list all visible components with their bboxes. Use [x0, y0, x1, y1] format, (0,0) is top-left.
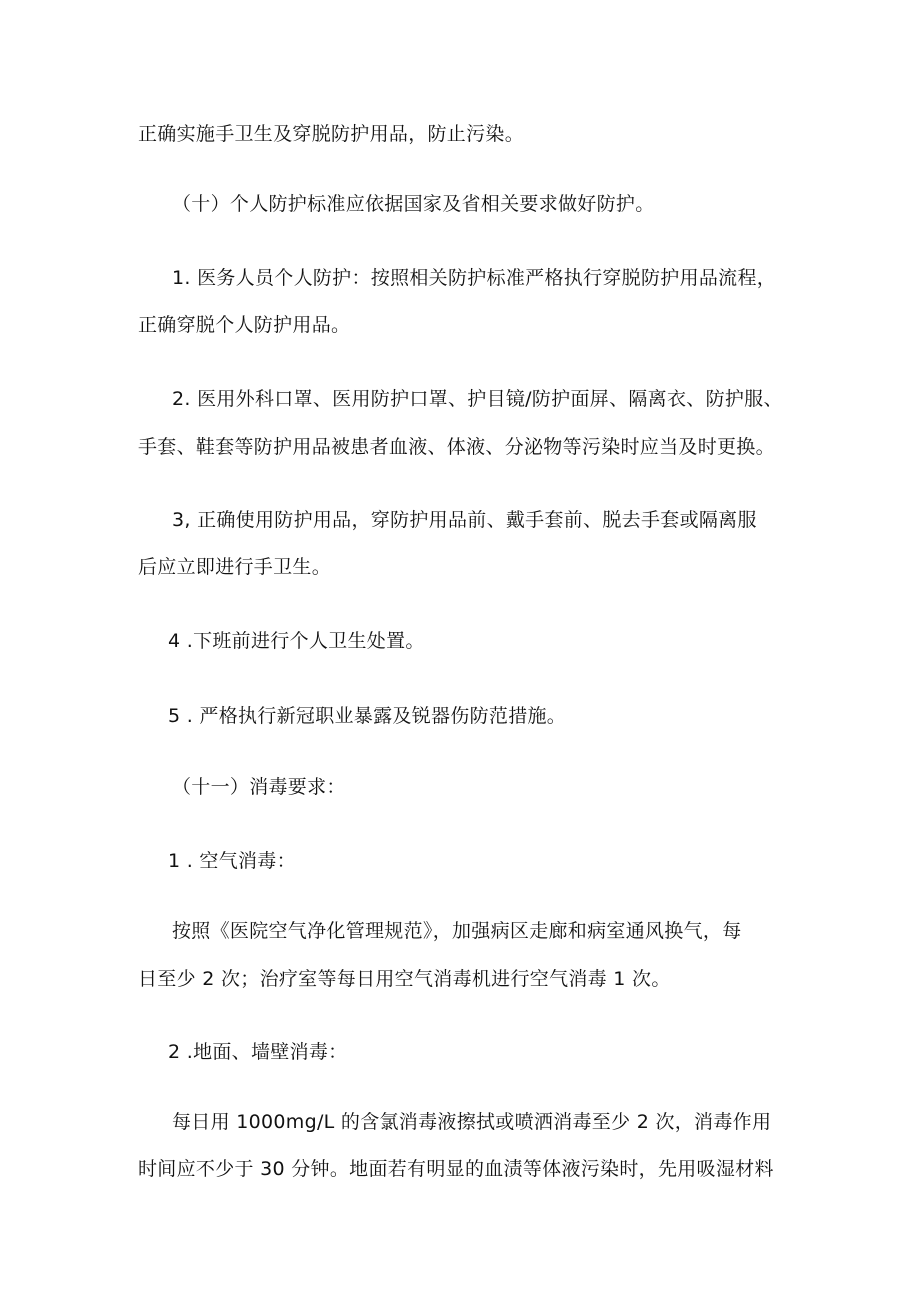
paragraph-line: 时间应不少于 30 分钟。地面若有明显的血渍等体液污染时，先用吸湿材料: [138, 1158, 774, 1180]
subsection-floor-wall-disinfection: 2 .地面、墙壁消毒：: [168, 1041, 348, 1063]
paragraph-line: 按照《医院空气净化管理规范》，加强病区走廊和病室通风换气，每: [172, 920, 742, 942]
paragraph-line: 正确实施手卫生及穿脱防护用品，防止污染。: [138, 123, 525, 145]
paragraph-line: 每日用 1000mg/L 的含氯消毒液擦拭或喷洒消毒至少 2 次，消毒作用: [172, 1111, 772, 1133]
list-item-5: 5 . 严格执行新冠职业暴露及锐器伤防范措施。: [168, 705, 567, 727]
list-item-2-line: 手套、鞋套等防护用品被患者血液、体液、分泌物等污染时应当及时更换。: [138, 436, 775, 458]
list-item-4: 4 .下班前进行个人卫生处置。: [168, 630, 425, 652]
list-item-3-line: 后应立即进行手卫生。: [138, 556, 332, 578]
paragraph-line: 日至少 2 次；治疗室等每日用空气消毒机进行空气消毒 1 次。: [138, 968, 671, 990]
list-item-2-line: 2. 医用外科口罩、医用防护口罩、护目镜/防护面屏、隔离衣、防护服、: [172, 388, 783, 410]
list-item-1-line: 1. 医务人员个人防护：按照相关防护标准严格执行穿脱防护用品流程，: [172, 267, 777, 289]
list-item-1-line: 正确穿脱个人防护用品。: [138, 314, 351, 336]
section-heading-11: （十一）消毒要求：: [172, 776, 346, 798]
section-heading-10: （十）个人防护标准应依据国家及省相关要求做好防护。: [172, 193, 655, 215]
subsection-air-disinfection: 1 . 空气消毒：: [168, 850, 296, 872]
list-item-3-line: 3, 正确使用防护用品，穿防护用品前、戴手套前、脱去手套或隔离服: [172, 509, 757, 531]
